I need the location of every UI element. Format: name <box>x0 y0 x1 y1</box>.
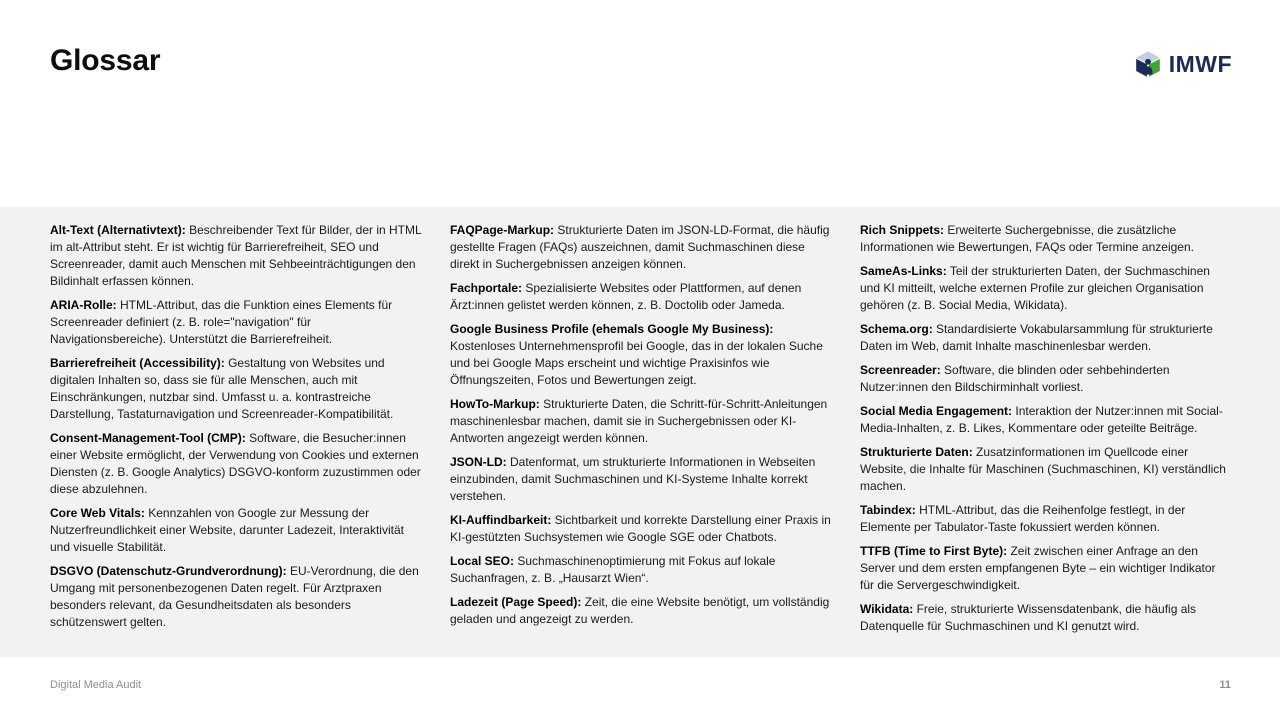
glossary-entry <box>860 222 1230 256</box>
glossary-entry <box>860 263 1230 314</box>
glossary-definition: Datenformat, um strukturierte Informationen in Webseiten einzubinden, damit Suchmaschinen und KI-Systeme Inhalte korrekt verstehen. <box>450 455 816 503</box>
imwf-logo-icon <box>1134 50 1162 78</box>
glossary-term: TTFB (Time to First Byte): <box>860 544 1008 558</box>
glossary-term: Consent-Management-Tool (CMP): <box>50 431 246 445</box>
glossary-band <box>0 207 1280 657</box>
glossary-term: Ladezeit (Page Speed): <box>450 595 582 609</box>
glossary-term: Local SEO: <box>450 554 515 568</box>
glossary-term: Rich Snippets: <box>860 223 945 237</box>
glossary-entry <box>860 362 1230 396</box>
glossary-definition: Erweiterte Suchergebnisse, die zusätzliche Informationen wie Bewertungen, FAQs oder Termine anzeigen. <box>860 223 1194 254</box>
glossary-column-2 <box>450 222 835 642</box>
glossary-entry <box>50 563 425 631</box>
glossary-definition: Beschreibender Text für Bilder, der in HTML im alt-Attribut steht. Er ist wichtig für Barrierefreiheit, SEO und Screenreader, damit auch Menschen mit Sehbeeinträchtigungen den Bildinhalt erfassen können. <box>50 223 422 288</box>
logo-wordmark: IMWF <box>1168 50 1232 77</box>
logo-person-head <box>1145 59 1151 65</box>
glossary-entry <box>860 601 1230 635</box>
glossary-term: Screenreader: <box>860 363 941 377</box>
glossary-definition: Sichtbarkeit und korrekte Darstellung einer Praxis in KI-gestützten Suchsystemen wie Google SGE oder Chatbots. <box>450 513 831 544</box>
glossary-definition: Freie, strukturierte Wissensdatenbank, die häufig als Datenquelle für Suchmaschinen und KI genutzt wird. <box>860 602 1197 633</box>
glossary-definition: Spezialisierte Websites oder Plattformen, auf denen Ärzt:innen gelistet werden können, z. B. Doctolib oder Jameda. <box>450 281 802 312</box>
glossary-definition: Gestaltung von Websites und digitalen Inhalten so, dass sie für alle Menschen, auch mit Einschränkungen, nutzbar sind. Umfasst u. a. kontrastreiche Darstellung, Tastaturnavigation und Screenreader-Kompatibilität. <box>50 356 394 421</box>
glossary-entry <box>450 280 835 314</box>
glossary-term: Fachportale: <box>450 281 523 295</box>
glossary-definition: Kostenloses Unternehmensprofil bei Google, das in der lokalen Suche und bei Google Maps erscheint und wichtige Praxisinfos wie Öffnungszeiten, Fotos und Bewertungen zeigt. <box>450 339 823 387</box>
glossary-definition: Zeit zwischen einer Anfrage an den Server und dem ersten empfangenen Byte – ein wichtiger Indikator für die Servergeschwindigkeit. <box>860 544 1216 592</box>
page-number: 11 <box>1219 679 1231 691</box>
glossary-term: Schema.org: <box>860 322 933 336</box>
glossary-term: KI-Auffindbarkeit: <box>450 513 552 527</box>
glossary-definition: Software, die blinden oder sehbehinderten Nutzer:innen den Bildschirminhalt vorliest. <box>860 363 1170 394</box>
footer-label: Digital Media Audit <box>50 679 142 691</box>
glossary-term: Social Media Engagement: <box>860 404 1013 418</box>
glossary-term: Wikidata: <box>860 602 914 616</box>
glossary-entry <box>860 444 1230 495</box>
imwf-logo <box>1134 50 1232 78</box>
glossary-term: DSGVO (Datenschutz-Grundverordnung): <box>50 564 287 578</box>
glossary-entry <box>50 297 425 348</box>
glossary-columns <box>50 222 1230 642</box>
glossary-term: JSON-LD: <box>450 455 507 469</box>
glossary-entry <box>50 355 425 423</box>
glossary-entry <box>450 512 835 546</box>
glossary-entry <box>450 454 835 505</box>
glossary-definition: HTML-Attribut, das die Funktion eines Elements für Screenreader definiert (z. B. role="navigation" für Navigationsbereiche). Unterstützt die Barrierefreiheit. <box>50 298 393 346</box>
glossary-entry <box>450 396 835 447</box>
glossary-definition: Interaktion der Nutzer:innen mit Social-Media-Inhalten, z. B. Likes, Kommentare oder geteilte Beiträge. <box>860 404 1223 435</box>
page-title: Glossar <box>50 44 161 77</box>
glossary-column-3 <box>860 222 1230 642</box>
glossary-term: Strukturierte Daten: <box>860 445 973 459</box>
glossary-term: Core Web Vitals: <box>50 506 145 520</box>
glossary-entry <box>50 430 425 498</box>
glossary-definition: Software, die Besucher:innen einer Website ermöglicht, der Verwendung von Cookies und externen Diensten (z. B. Google Analytics) DSGVO-konform zuzustimmen oder diese abzulehnen. <box>50 431 421 496</box>
glossary-term: SameAs-Links: <box>860 264 947 278</box>
glossary-definition: Strukturierte Daten im JSON-LD-Format, die häufig gestellte Fragen (FAQs) auszeichnen, damit Suchmaschinen diese direkt in Suchergebnissen anzeigen können. <box>450 223 830 271</box>
glossary-definition: Zeit, die eine Website benötigt, um vollständig geladen und angezeigt zu werden. <box>450 595 830 626</box>
glossary-definition: Zusatzinformationen im Quellcode einer Website, die Inhalte für Maschinen (Suchmaschinen, KI) verständlich machen. <box>860 445 1226 493</box>
glossary-definition: Teil der strukturierten Daten, der Suchmaschinen und KI mitteilt, welche externen Profile zur gleichen Organisation gehören (z. B. Social Media, Wikidata). <box>860 264 1210 312</box>
glossary-definition: Kennzahlen von Google zur Messung der Nutzerfreundlichkeit einer Website, darunter Ladezeit, Interaktivität und visuelle Stabilität. <box>50 506 404 554</box>
glossary-entry <box>450 321 835 389</box>
glossary-entry <box>860 543 1230 594</box>
glossary-term: Google Business Profile (ehemals Google My Business): <box>450 322 774 336</box>
glossary-definition: Strukturierte Daten, die Schritt-für-Schritt-Anleitungen maschinenlesbar machen, damit sie in Suchergebnissen oder KI-Antworten angezeigt werden können. <box>450 397 828 445</box>
glossary-entry <box>450 553 835 587</box>
glossary-entry <box>450 594 835 628</box>
glossary-term: Alt-Text (Alternativtext): <box>50 223 186 237</box>
glossary-definition: Standardisierte Vokabularsammlung für strukturierte Daten im Web, damit Inhalte maschinenlesbar werden. <box>860 322 1213 353</box>
glossary-term: ARIA-Rolle: <box>50 298 117 312</box>
glossary-definition: HTML-Attribut, das die Reihenfolge festlegt, in der Elemente per Tabulator-Taste fokussiert werden können. <box>860 503 1186 534</box>
glossary-column-1 <box>50 222 425 642</box>
glossary-term: HowTo-Markup: <box>450 397 540 411</box>
glossary-entry <box>860 403 1230 437</box>
glossary-term: Barrierefreiheit (Accessibility): <box>50 356 225 370</box>
glossary-entry <box>860 321 1230 355</box>
glossary-definition: Suchmaschinenoptimierung mit Fokus auf lokale Suchanfragen, z. B. „Hausarzt Wien“. <box>450 554 776 585</box>
glossary-entry <box>50 505 425 556</box>
glossary-entry <box>50 222 425 290</box>
glossary-term: FAQPage-Markup: <box>450 223 555 237</box>
glossary-term: Tabindex: <box>860 503 916 517</box>
glossary-entry <box>450 222 835 273</box>
glossary-definition: EU-Verordnung, die den Umgang mit personenbezogenen Daten regelt. Für Arztpraxen besonders relevant, da Gesundheitsdaten als besonders schützenswert gelten. <box>50 564 419 629</box>
glossary-entry <box>860 502 1230 536</box>
